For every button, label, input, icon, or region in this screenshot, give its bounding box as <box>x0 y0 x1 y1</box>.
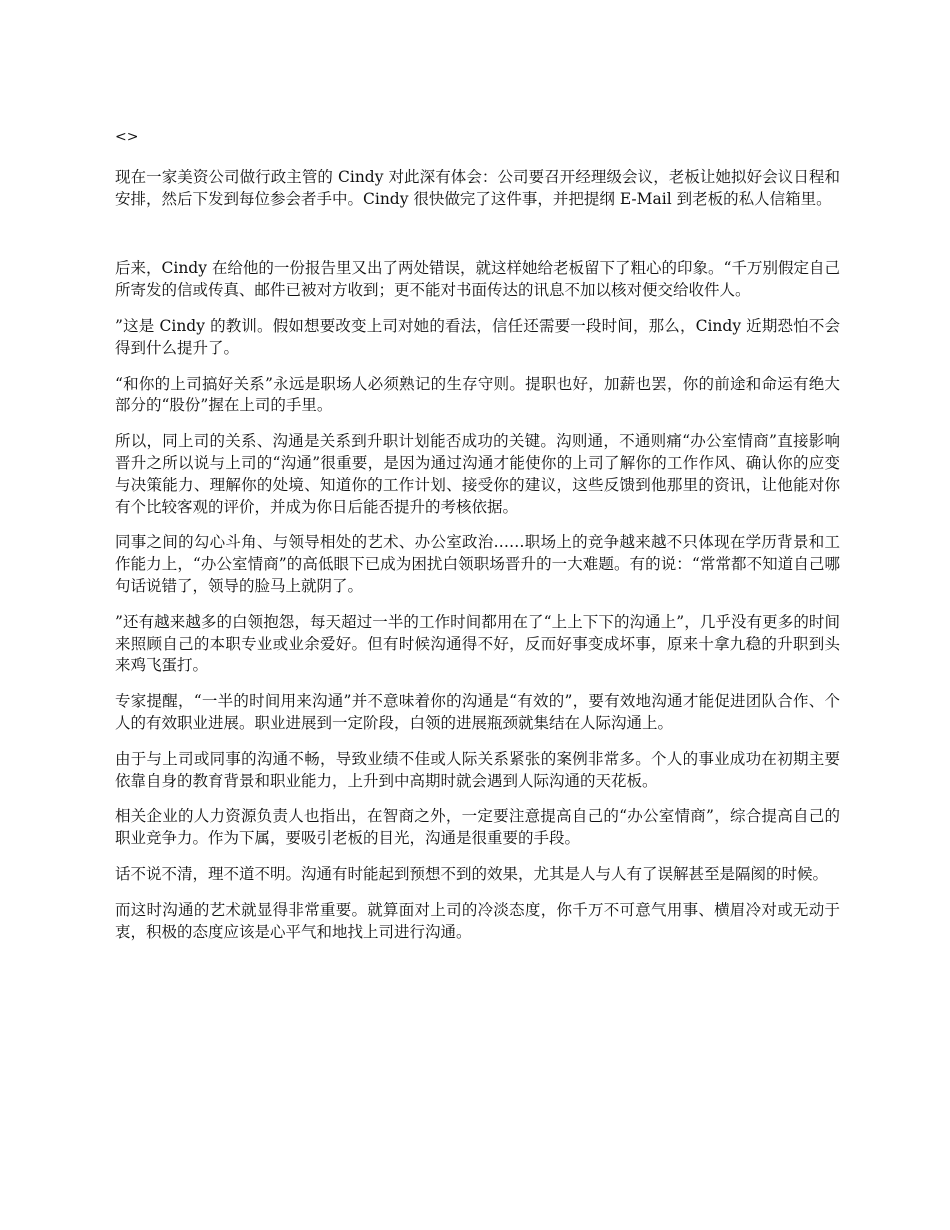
paragraph-12: 而这时沟通的艺术就显得非常重要。就算面对上司的冷淡态度，你千万不可意气用事、横眉冷对或无动于衷，积极的态度应该是心平气和地找上司进行沟通。 <box>115 900 840 941</box>
paragraph-11: 话不说不清，理不道不明。沟通有时能起到预想不到的效果，尤其是人与人有了误解甚至是隔阂的时候。 <box>115 864 829 883</box>
paragraph-5: 所以，同上司的关系、沟通是关系到升职计划能否成功的关键。沟则通，不通则痛“办公室情商”直接影响晋升之所以说与上司的“沟通”很重要，是因为通过沟通才能使你的上司了解你的工作作风、确认你的应变与决策能力、理解你的处境、知道你的工作计划、接受你的建议，这些反馈到他那里的资讯，让他能对你有个比较客观的评价，并成为你日后能否提升的考核依据。 <box>115 432 840 516</box>
document-page <box>115 127 840 957</box>
paragraph-9: 由于与上司或同事的沟通不畅，导致业绩不佳或人际关系紧张的案例非常多。个人的事业成功在初期主要依靠自身的教育背景和职业能力，上升到中高期时就会遇到人际沟通的天花板。 <box>115 749 840 790</box>
paragraph-6: 同事之间的勾心斗角、与领导相处的艺术、办公室政治……职场上的竞争越来越不只体现在学历背景和工作能力上，“办公室情商”的高低眼下已成为困扰白领职场晋升的一大难题。有的说：“常常都不知道自己哪句话说错了，领导的脸马上就阴了。 <box>115 533 840 595</box>
document-marker: <> <box>115 129 139 145</box>
paragraph-7: ”还有越来越多的白领抱怨，每天超过一半的工作时间都用在了“上上下下的沟通上”，几乎没有更多的时间来照顾自己的本职专业或业余爱好。但有时候沟通得不好，反而好事变成坏事，原来十拿九稳的升职到头来鸡飞蛋打。 <box>115 612 840 675</box>
paragraph-3: ”这是 Cindy 的教训。假如想要改变上司对她的看法，信任还需要一段时间，那么，Cindy 近期恐怕不会得到什么提升了。 <box>115 316 840 357</box>
paragraph-4: “和你的上司搞好关系”永远是职场人必须熟记的生存守则。提职也好，加薪也罢，你的前途和命运有绝大部分的“股份”握在上司的手里。 <box>115 374 840 415</box>
paragraph-2: 后来，Cindy 在给他的一份报告里又出了两处错误，就这样她给老板留下了粗心的印象。“千万别假定自己所寄发的信或传真、邮件已被对方收到；更不能对书面传达的讯息不加以核对便交给收件人。 <box>115 259 840 300</box>
paragraph-8: 专家提醒，“一半的时间用来沟通”并不意味着你的沟通是“有效的”，要有效地沟通才能促进团队合作、个人的有效职业进展。职业进展到一定阶段，白领的进展瓶颈就集结在人际沟通上。 <box>115 692 840 732</box>
paragraph-10: 相关企业的人力资源负责人也指出，在智商之外，一定要注意提高自己的“办公室情商”，综合提高自己的职业竞争力。作为下属，要吸引老板的目光，沟通是很重要的手段。 <box>115 807 840 848</box>
paragraph-1: 现在一家美资公司做行政主管的 Cindy 对此深有体会：公司要召开经理级会议，老板让她拟好会议日程和安排，然后下发到每位参会者手中。Cindy 很快做完了这件事，并把提纲 E-Mail 到老板的私人信箱里。 <box>115 167 840 208</box>
